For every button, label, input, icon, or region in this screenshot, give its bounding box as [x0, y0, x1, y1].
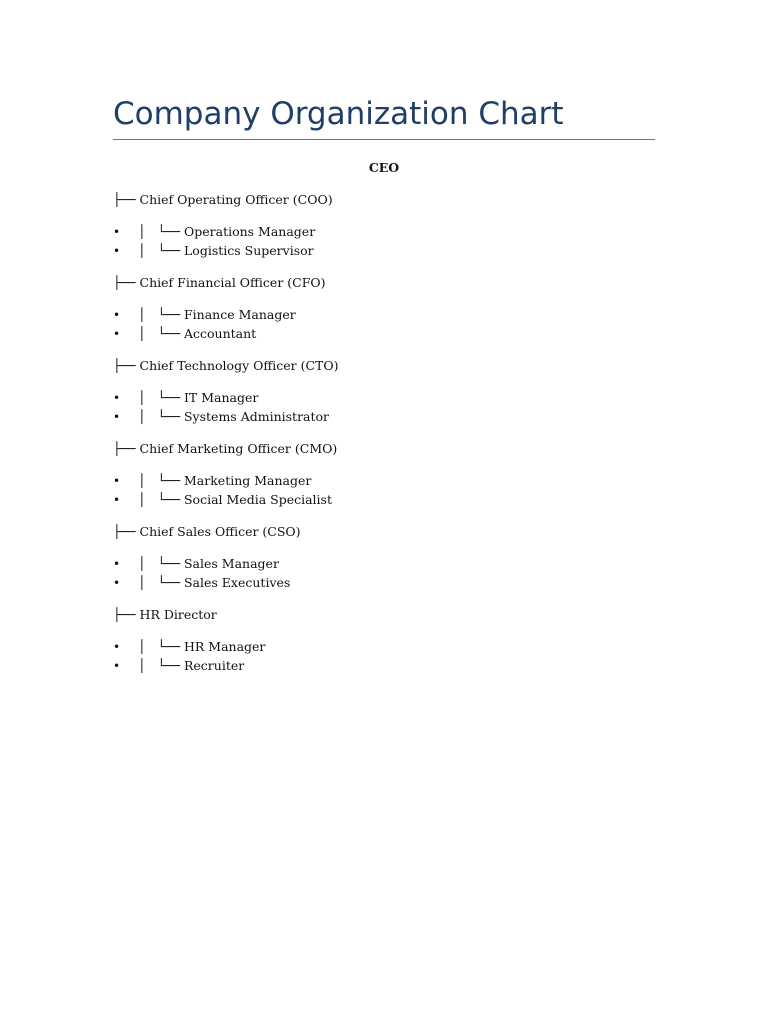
report-list: [113, 307, 655, 345]
report-list-item: [113, 326, 655, 345]
bullet-icon: •: [113, 557, 121, 571]
report-name: │ └── Operations Manager: [138, 224, 316, 239]
department-block: [113, 275, 655, 345]
report-name: │ └── Recruiter: [138, 658, 245, 673]
report-list: [113, 390, 655, 428]
department-title: ├── Chief Technology Officer (CTO): [113, 358, 339, 373]
department-block: [113, 441, 655, 511]
bullet-icon: •: [113, 410, 121, 424]
bullet-icon: •: [113, 308, 121, 322]
report-list: [113, 224, 655, 262]
bullet-icon: •: [113, 659, 121, 673]
department-title: ├── Chief Financial Officer (CFO): [113, 275, 326, 290]
report-list-item: [113, 224, 655, 243]
report-list-item: [113, 639, 655, 658]
report-name: │ └── Accountant: [138, 326, 257, 341]
report-name: │ └── Social Media Specialist: [138, 492, 332, 507]
report-name: │ └── Sales Manager: [138, 556, 279, 571]
report-list-item: [113, 307, 655, 326]
report-name: │ └── Systems Administrator: [138, 409, 330, 424]
department-block: [113, 358, 655, 428]
report-name: │ └── Finance Manager: [138, 307, 296, 322]
report-list-item: [113, 556, 655, 575]
bullet-icon: •: [113, 493, 121, 507]
department-block: [113, 524, 655, 594]
bullet-icon: •: [113, 474, 121, 488]
report-name: │ └── IT Manager: [138, 390, 259, 405]
report-list-item: [113, 409, 655, 428]
department-title: ├── Chief Sales Officer (CSO): [113, 524, 301, 539]
report-list-item: [113, 243, 655, 262]
report-list-item: [113, 575, 655, 594]
report-list-item: [113, 473, 655, 492]
report-name: │ └── HR Manager: [138, 639, 266, 654]
bullet-icon: •: [113, 327, 121, 341]
department-title: ├── Chief Operating Officer (COO): [113, 192, 333, 207]
department-title: ├── Chief Marketing Officer (CMO): [113, 441, 338, 456]
department-block: [113, 192, 655, 262]
report-list: [113, 639, 655, 677]
document-title: Company Organization Chart: [113, 96, 564, 132]
report-name: │ └── Marketing Manager: [138, 473, 312, 488]
bullet-icon: •: [113, 640, 121, 654]
department-block: [113, 607, 655, 677]
report-name: │ └── Logistics Supervisor: [138, 243, 314, 258]
report-name: │ └── Sales Executives: [138, 575, 291, 590]
report-list-item: [113, 390, 655, 409]
document-page: [113, 0, 655, 1024]
report-list-item: [113, 658, 655, 677]
report-list: [113, 473, 655, 511]
bullet-icon: •: [113, 576, 121, 590]
bullet-icon: •: [113, 225, 121, 239]
report-list-item: [113, 492, 655, 511]
department-title: ├── HR Director: [113, 607, 217, 622]
bullet-icon: •: [113, 391, 121, 405]
title-underline: [113, 139, 655, 140]
bullet-icon: •: [113, 244, 121, 258]
org-root-ceo: CEO: [368, 160, 400, 175]
report-list: [113, 556, 655, 594]
